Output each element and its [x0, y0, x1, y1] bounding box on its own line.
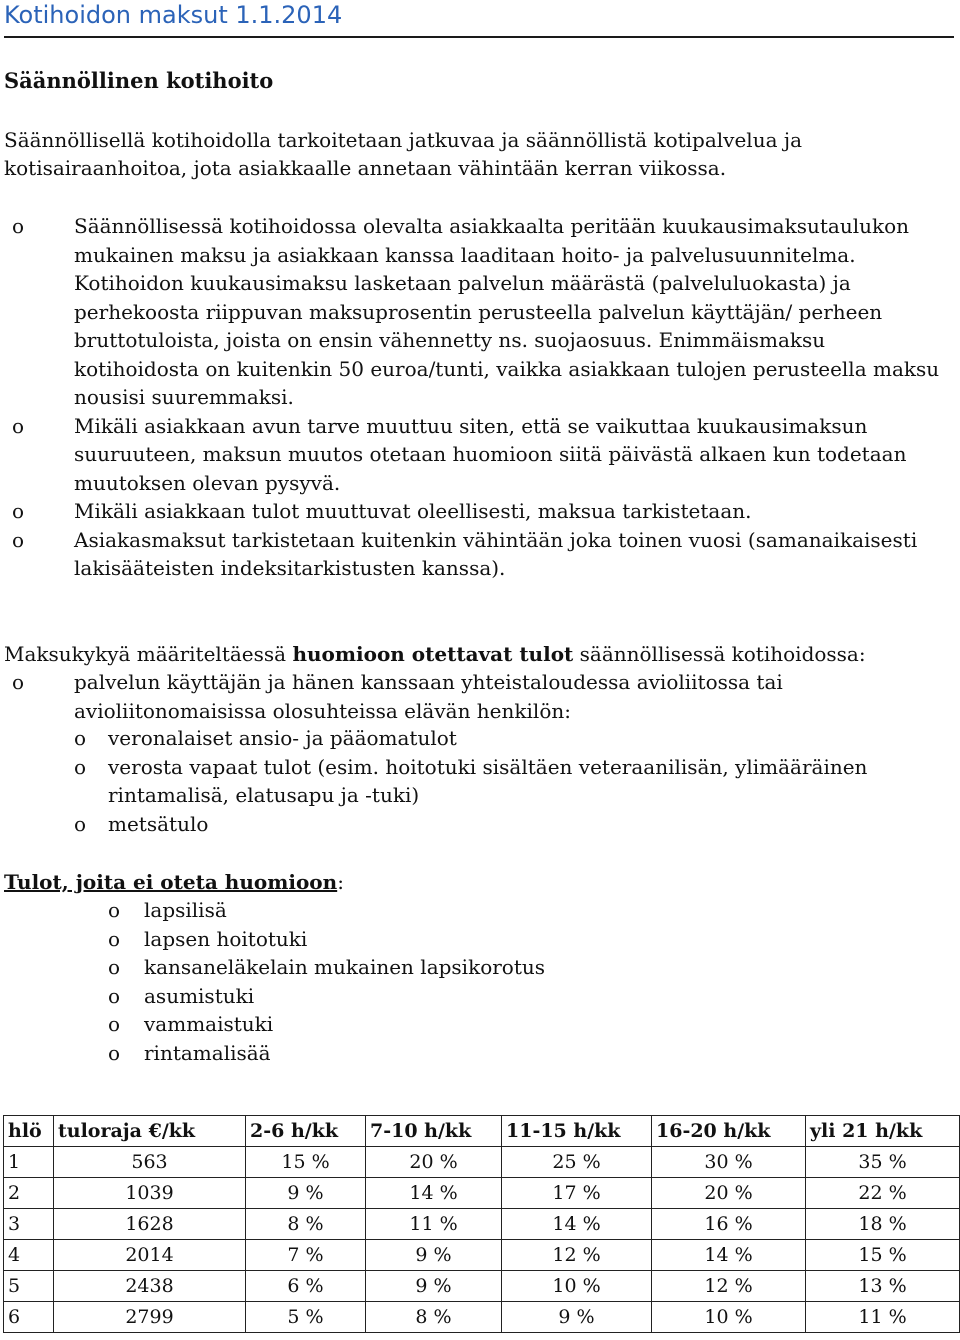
- list-item: [4, 668, 956, 725]
- table-row: [4, 1178, 960, 1209]
- table-cell: 12 %: [502, 1240, 652, 1271]
- lead-text: Maksukykyä määriteltäessä: [4, 642, 293, 666]
- excluded-heading-text: Tulot, joita ei oteta huomioon: [4, 870, 338, 894]
- bullet-icon: o: [12, 214, 25, 238]
- list-item-text: rintamalisää: [144, 1040, 271, 1065]
- income-included-list: [0, 724, 922, 838]
- page-title: Kotihoidon maksut 1.1.2014: [4, 0, 954, 38]
- table-cell: 9 %: [366, 1240, 502, 1271]
- table-cell: 15 %: [806, 1240, 960, 1271]
- table-cell: 1628: [54, 1209, 246, 1240]
- table-header-row: [4, 1116, 960, 1147]
- column-header: 16-20 h/kk: [652, 1116, 806, 1147]
- table-cell: 563: [54, 1147, 246, 1178]
- list-item-text: Asiakasmaksut tarkistetaan kuitenkin vähintään joka toinen vuosi (samanaikaisesti lakisääteisten indeksitarkistusten kanssa).: [74, 527, 918, 580]
- table-cell: 4: [4, 1240, 54, 1271]
- list-item-text: vammaistuki: [144, 1012, 274, 1036]
- column-header: 2-6 h/kk: [246, 1116, 366, 1147]
- table-row: [4, 1302, 960, 1333]
- column-header: yli 21 h/kk: [806, 1116, 960, 1147]
- table-cell: 30 %: [652, 1147, 806, 1178]
- list-item-text: lapsen hoitotuki: [144, 926, 308, 951]
- section-heading: Säännöllinen kotihoito: [4, 68, 274, 93]
- list-item-text: lapsilisä: [144, 898, 227, 922]
- list-item: [4, 953, 956, 982]
- table-cell: 8 %: [366, 1302, 502, 1333]
- table-cell: 3: [4, 1209, 54, 1240]
- column-header: 11-15 h/kk: [502, 1116, 652, 1147]
- list-item: [0, 753, 922, 810]
- income-included-lead: [4, 640, 956, 668]
- table-cell: 2014: [54, 1240, 246, 1271]
- list-item-text: Säännöllisessä kotihoidossa olevalta asiakkaalta peritään kuukausimaksutaulukon mukainen maksu ja asiakkaan kanssa laaditaan hoito- ja palvelusuunnitelma. Kotihoidon kuukausimaksu lasketaan palvelun määrästä (palveluluokasta) ja perhekoosta riippuvan maksuprosentin perusteella palvelun käyttäjän/ perheen bruttotuloista, joista on ensin vähennetty ns. suojaosuus. Enimmäismaksu kotihoidosta on kuitenkin 50 euroa/tunti, vaikka asiakkaan tulojen perusteella maksu nousisi suuremmaksi.: [74, 214, 940, 409]
- bullet-icon: o: [108, 898, 121, 922]
- table-cell: 16 %: [652, 1209, 806, 1240]
- list-item: [4, 497, 956, 526]
- list-item-text: palvelun käyttäjän ja hänen kanssaan yhteistaloudessa avioliitossa tai avioliitonomaisissa olosuhteissa elävän henkilön:: [74, 670, 783, 723]
- column-header: tuloraja €/kk: [54, 1116, 246, 1147]
- list-item: [4, 412, 956, 498]
- bullet-icon: o: [12, 527, 25, 552]
- table-cell: 10 %: [652, 1302, 806, 1333]
- table-cell: 20 %: [366, 1147, 502, 1178]
- table-row: [4, 1209, 960, 1240]
- table-row: [4, 1271, 960, 1302]
- table-cell: 6: [4, 1302, 54, 1333]
- list-item: [4, 982, 956, 1011]
- table-cell: 5: [4, 1271, 54, 1302]
- lead-rest-text: säännöllisessä kotihoidossa:: [573, 642, 866, 666]
- bullet-icon: o: [108, 926, 121, 951]
- table-cell: 2799: [54, 1302, 246, 1333]
- column-header: 7-10 h/kk: [366, 1116, 502, 1147]
- table-cell: 12 %: [652, 1271, 806, 1302]
- excluded-heading-colon: :: [337, 870, 344, 894]
- income-included-who: [4, 668, 956, 725]
- income-excluded-heading: [4, 868, 956, 896]
- table-cell: 9 %: [246, 1178, 366, 1209]
- bullet-icon: o: [74, 754, 87, 779]
- list-item-text: metsätulo: [108, 811, 209, 836]
- table-cell: 1: [4, 1147, 54, 1178]
- bullet-icon: o: [74, 811, 87, 836]
- table-cell: 20 %: [652, 1178, 806, 1209]
- list-item-text: asumistuki: [144, 983, 255, 1008]
- table-cell: 35 %: [806, 1147, 960, 1178]
- list-item: [4, 1010, 956, 1039]
- table-cell: 1039: [54, 1178, 246, 1209]
- bullet-icon: o: [12, 499, 25, 523]
- bullet-icon: o: [108, 983, 121, 1008]
- table-cell: 8 %: [246, 1209, 366, 1240]
- list-item-text: verosta vapaat tulot (esim. hoitotuki sisältäen veteraanilisän, ylimääräinen rintamalisä, elatusapu ja -tuki): [108, 754, 868, 807]
- table-cell: 5 %: [246, 1302, 366, 1333]
- bullet-icon: o: [74, 726, 87, 750]
- table-cell: 9 %: [366, 1271, 502, 1302]
- table-cell: 14 %: [366, 1178, 502, 1209]
- table-cell: 2: [4, 1178, 54, 1209]
- income-excluded-list: [4, 896, 956, 1067]
- lead-bold-text: huomioon otettavat tulot: [292, 642, 574, 666]
- table-cell: 15 %: [246, 1147, 366, 1178]
- table-cell: 9 %: [502, 1302, 652, 1333]
- intro-paragraph: Säännöllisellä kotihoidolla tarkoitetaan jatkuvaa ja säännöllistä kotipalvelua ja kotisairaanhoitoa, jota asiakkaalle annetaan vähintään kerran viikossa.: [4, 128, 802, 180]
- list-item-text: Mikäli asiakkaan avun tarve muuttuu siten, että se vaikuttaa kuukausimaksun suuruuteen, maksun muutos otetaan huomioon siitä päivästä alkaen kun todetaan muutoksen olevan pysyvä.: [74, 413, 907, 495]
- column-header: hlö: [4, 1116, 54, 1147]
- table-cell: 22 %: [806, 1178, 960, 1209]
- table-cell: 14 %: [502, 1209, 652, 1240]
- list-item-text: veronalaiset ansio- ja pääomatulot: [108, 726, 457, 750]
- table-row: [4, 1240, 960, 1271]
- table-cell: 14 %: [652, 1240, 806, 1271]
- bullet-icon: o: [12, 670, 25, 694]
- bullet-icon: o: [12, 413, 25, 438]
- table-cell: 17 %: [502, 1178, 652, 1209]
- table-cell: 11 %: [806, 1302, 960, 1333]
- list-item: [4, 526, 956, 583]
- table-cell: 25 %: [502, 1147, 652, 1178]
- list-item: [4, 1039, 956, 1068]
- list-item: [4, 896, 956, 925]
- fee-table: [3, 1115, 960, 1333]
- bullet-icon: o: [108, 1012, 121, 1036]
- list-item: [4, 212, 956, 412]
- list-item: [0, 810, 922, 839]
- table-cell: 2438: [54, 1271, 246, 1302]
- list-item-text: kansaneläkelain mukainen lapsikorotus: [144, 955, 546, 979]
- list-item: [4, 925, 956, 954]
- table-cell: 10 %: [502, 1271, 652, 1302]
- bullet-icon: o: [108, 955, 121, 979]
- table-cell: 6 %: [246, 1271, 366, 1302]
- list-item-text: Mikäli asiakkaan tulot muuttuvat oleellisesti, maksua tarkistetaan.: [74, 499, 752, 523]
- rules-list: [4, 212, 956, 583]
- table-cell: 18 %: [806, 1209, 960, 1240]
- list-item: [0, 724, 922, 753]
- table-row: [4, 1147, 960, 1178]
- table-cell: 11 %: [366, 1209, 502, 1240]
- table-cell: 13 %: [806, 1271, 960, 1302]
- table-cell: 7 %: [246, 1240, 366, 1271]
- bullet-icon: o: [108, 1040, 121, 1065]
